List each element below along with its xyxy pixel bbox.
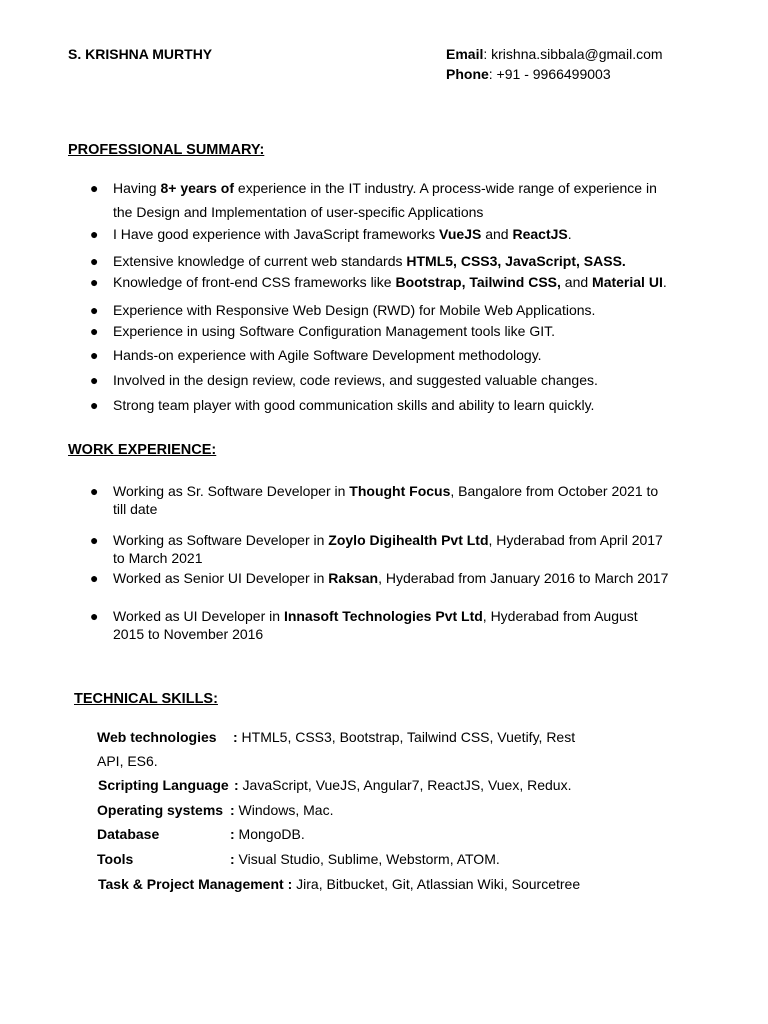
skill-value: HTML5, CSS3, Bootstrap, Tailwind CSS, Vuetify, Rest API, ES6. xyxy=(97,729,576,769)
summary-item: ● Experience with Responsive Web Design (RWD) for Mobile Web Applications. xyxy=(90,302,596,318)
skill-value: Windows, Mac. xyxy=(234,802,334,818)
skill-row-task-project-management: Task & Project Management : Jira, Bitbucket, Git, Atlassian Wiki, Sourcetree xyxy=(98,872,618,896)
skill-row-operating-systems: Operating systems : Windows, Mac. xyxy=(97,798,587,822)
phone-line xyxy=(446,66,611,82)
skill-label: Task & Project Management xyxy=(98,876,284,892)
skill-row-scripting-language: Scripting Language : JavaScript, VueJS, Angular7, ReactJS, Vuex, Redux. xyxy=(98,773,588,797)
skill-label: Operating systems xyxy=(97,802,224,818)
skill-label: Tools xyxy=(97,851,134,867)
work-item: ● Working as Software Developer in Zoylo Digihealth Pvt Ltd, Hyderabad from April 2017 to March 2021 xyxy=(90,532,663,566)
email-line xyxy=(446,46,663,62)
summary-item: ● Involved in the design review, code reviews, and suggested valuable changes. xyxy=(90,372,598,388)
summary-item: ● Knowledge of front-end CSS frameworks like Bootstrap, Tailwind CSS, and Material UI. xyxy=(90,274,667,290)
skill-label: Database xyxy=(97,826,160,842)
phone-label: Phone xyxy=(446,66,489,82)
email-label: Email xyxy=(446,46,484,62)
skill-value: Jira, Bitbucket, Git, Atlassian Wiki, Sourcetree xyxy=(292,876,581,892)
skill-label: Scripting Language xyxy=(98,777,229,793)
work-item: ● Working as Sr. Software Developer in Thought Focus, Bangalore from October 2021 to till date xyxy=(90,483,659,517)
skill-row-tools: Tools : Visual Studio, Sublime, Webstorm, ATOM. xyxy=(97,847,587,871)
work-item: ● Worked as UI Developer in Innasoft Technologies Pvt Ltd, Hyderabad from August 2015 to November 2016 xyxy=(90,608,638,642)
summary-item: ● Hands-on experience with Agile Software Development methodology. xyxy=(90,347,542,363)
skills-heading: TECHNICAL SKILLS: xyxy=(74,691,218,707)
phone-value: : +91 - 9966499003 xyxy=(488,66,611,82)
email-value: : krishna.sibbala@gmail.com xyxy=(483,46,663,62)
summary-item: ● Strong team player with good communication skills and ability to learn quickly. xyxy=(90,397,595,413)
summary-heading: PROFESSIONAL SUMMARY: xyxy=(68,142,265,158)
summary-item: ● Extensive knowledge of current web standards HTML5, CSS3, JavaScript, SASS. xyxy=(90,253,626,269)
summary-item: ● Having 8+ years of experience in the IT industry. A process-wide range of experience in the Design and Implementation of user-specific Applications xyxy=(90,180,657,220)
candidate-name: S. KRISHNA MURTHY xyxy=(68,46,213,62)
skill-value: JavaScript, VueJS, Angular7, ReactJS, Vuex, Redux. xyxy=(238,777,572,793)
skill-label: Web technologies xyxy=(97,729,217,745)
work-heading: WORK EXPERIENCE: xyxy=(68,442,217,458)
skill-row-web-technologies: Web technologies : HTML5, CSS3, Bootstrap, Tailwind CSS, Vuetify, Rest API, ES6. xyxy=(97,725,587,773)
skill-value: MongoDB. xyxy=(234,826,305,842)
summary-item: ● I Have good experience with JavaScript frameworks VueJS and ReactJS. xyxy=(90,226,572,242)
skill-value: Visual Studio, Sublime, Webstorm, ATOM. xyxy=(234,851,500,867)
summary-item: ● Experience in using Software Configuration Management tools like GIT. xyxy=(90,323,556,339)
work-item: ● Worked as Senior UI Developer in Raksan, Hyderabad from January 2016 to March 2017 xyxy=(90,570,669,586)
skill-row-database: Database : MongoDB. xyxy=(97,822,587,846)
